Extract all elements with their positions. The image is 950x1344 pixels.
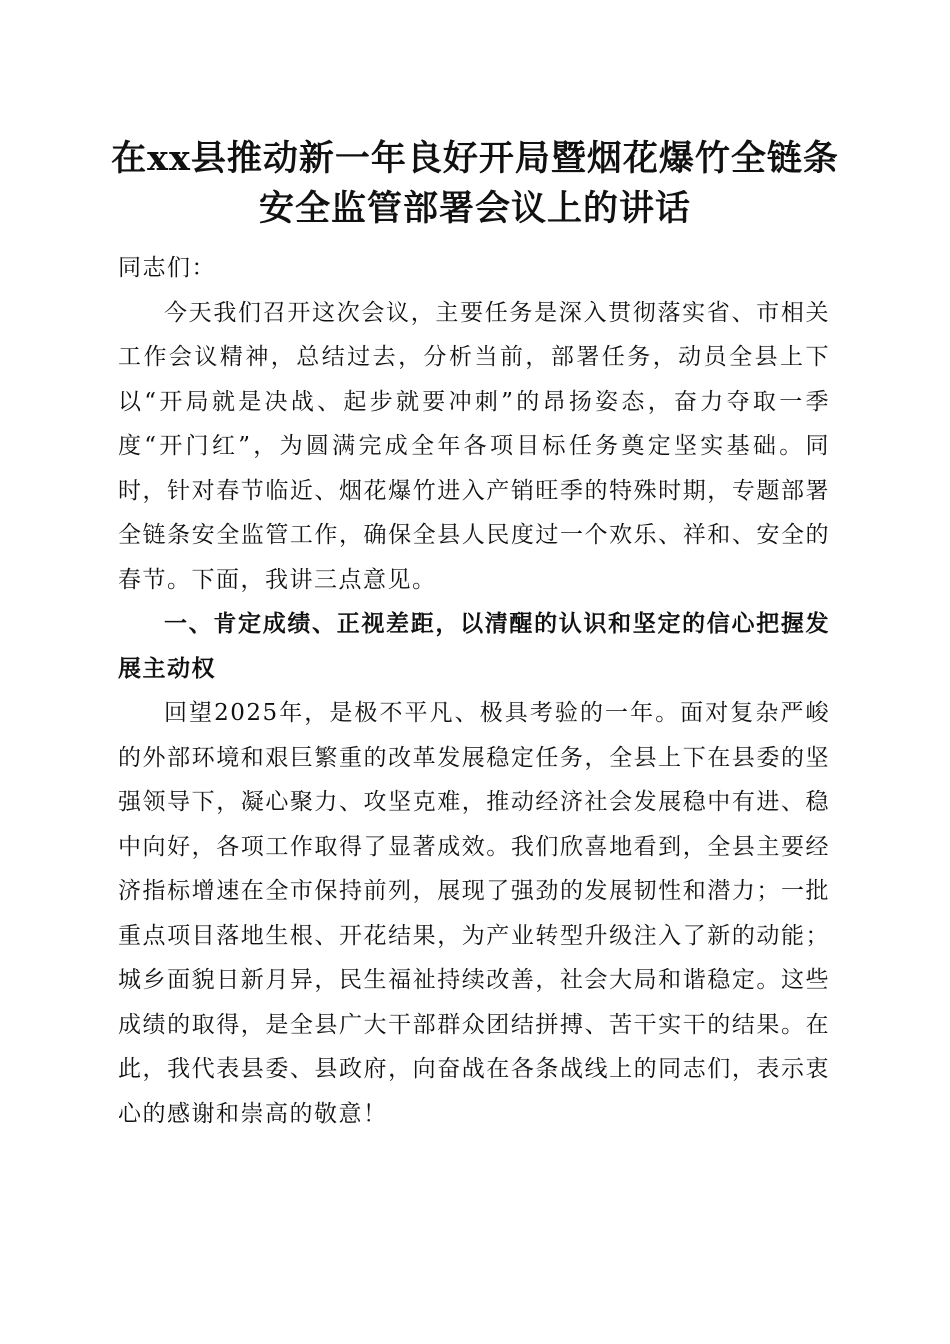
document-body <box>118 246 830 1136</box>
salutation: 同志们： <box>118 255 216 281</box>
section-paragraph: 回望2025年，是极不平凡、极具考验的一年。面对复杂严峻的外部环境和艰巨繁重的改革发展稳定任务，全县上下在县委的坚强领导下，凝心聚力、攻坚克难，推动经济社会发展稳中有进、稳中向好，各项工作取得了显著成效。我们欣喜地看到，全县主要经济指标增速在全市保持前列，展现了强劲的发展韧性和潜力；一批重点项目落地生根、开花结果，为产业转型升级注入了新的动能；城乡面貌日新月异，民生福祉持续改善，社会大局和谐稳定。这些成绩的取得，是全县广大干部群众团结拼搏、苦干实干的结果。在此，我代表县委、县政府，向奋战在各条战线上的同志们，表示衷心的感谢和崇高的敬意！ <box>118 700 830 1127</box>
document-title: 在xx县推动新一年良好开局暨烟花爆竹全链条安全监管部署会议上的讲话 <box>111 138 839 229</box>
intro-paragraph: 今天我们召开这次会议，主要任务是深入贯彻落实省、市相关工作会议精神，总结过去，分析当前，部署任务，动员全县上下以“开局就是决战、起步就要冲刺”的昂扬姿态，奋力夺取一季度“开门红”，为圆满完成全年各项目标任务奠定坚实基础。同时，针对春节临近、烟花爆竹进入产销旺季的特殊时期，专题部署全链条安全监管工作，确保全县人民度过一个欢乐、祥和、安全的春节。下面，我讲三点意见。 <box>118 299 830 593</box>
section-heading: 一、肯定成绩、正视差距，以清醒的认识和坚定的信心把握发展主动权 <box>118 611 830 682</box>
